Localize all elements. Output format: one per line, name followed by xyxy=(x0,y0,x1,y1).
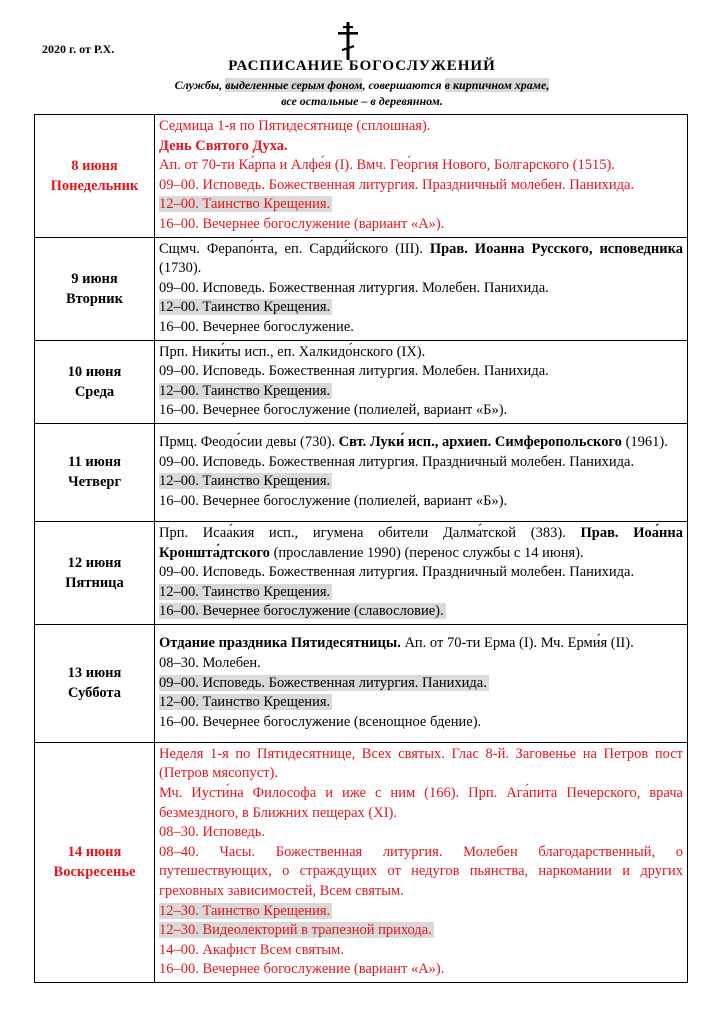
service-line: 16–00. Вечернее богослужение (полиелей, вариант «Б»). xyxy=(159,402,508,419)
day-cell: 12 июня Пятница xyxy=(35,521,155,624)
services-cell xyxy=(155,237,688,340)
subtitle-line-1: Службы, выделенные серым фоном, совершаются в кирпичном храме, xyxy=(174,78,550,92)
day-cell: 11 июня Четверг xyxy=(35,423,155,521)
table-row xyxy=(35,624,688,742)
services-cell xyxy=(155,340,688,423)
saints-line: Прп. Исаа́кия исп., игумена обители Далма́тской (383). Прав. Иоа́нна Кроншта́дтского (прославление 1990) (перенос службы с 14 июня). xyxy=(159,524,683,561)
service-line: 09–00. Исповедь. Божественная литургия. Праздничный молебен. Панихида. xyxy=(159,564,635,581)
service-line: 08–40. Часы. Божественная литургия. Молебен благодарственный, о путешествующих, о страждущих от недугов пьянства, наркомании и других греховных зависимостей, Всем святым. xyxy=(159,843,683,900)
page-title: РАСПИСАНИЕ БОГОСЛУЖЕНИЙ xyxy=(228,58,496,74)
service-line: 16–00. Вечернее богослужение (славословие). xyxy=(159,603,444,620)
saints-line: Прп. Ники́ты исп., еп. Халкидо́нского (IX). xyxy=(159,343,426,360)
day-cell: 8 июня Понедельник xyxy=(35,115,155,238)
year-label: 2020 г. от Р.Х. xyxy=(42,42,115,56)
service-line: 16–00. Вечернее богослужение (вариант «А»). xyxy=(159,961,445,978)
subtitle-line-2: все остальные – в деревянном. xyxy=(281,94,443,108)
service-line: 12–30. Видеолекторий в трапезной прихода. xyxy=(159,922,432,939)
service-line: 08–30. Молебен. xyxy=(159,654,261,671)
services-cell xyxy=(155,624,688,742)
orthodox-cross-icon xyxy=(336,22,360,60)
services-cell xyxy=(155,423,688,521)
service-line: 09–00. Исповедь. Божественная литургия. Праздничный молебен. Панихида. xyxy=(159,453,635,470)
table-row xyxy=(35,423,688,521)
service-line: 12–00. Таинство Крещения. xyxy=(159,583,331,600)
services-cell xyxy=(155,115,688,238)
table-row xyxy=(35,237,688,340)
service-line: 16–00. Вечернее богослужение (полиелей, вариант «Б»). xyxy=(159,493,508,509)
feast-line: Неделя 1-я по Пятидесятнице, Всех святых. Глас 8-й. Заговенье на Петров пост (Петров мясопуст). xyxy=(159,745,683,782)
saints-line: Мч. Иусти́на Философа и иже с ним (166). Прп. Ага́пита Печерского, врача безмездного, в Ближних пещерах (XI). xyxy=(159,785,683,821)
table-row xyxy=(35,340,688,423)
saints-line: Сщмч. Ферапо́нта, еп. Сарди́йского (III). Прав. Иоанна Русского, исповедника (1730). xyxy=(159,240,683,277)
service-line: 12–30. Таинство Крещения. xyxy=(159,902,331,919)
service-line: 09–00. Исповедь. Божественная литургия. Молебен. Панихида. xyxy=(159,279,549,296)
saints-line: Отдание праздника Пятидесятницы. Ап. от 70-ти Ерма (I). Мч. Ерми́я (II). xyxy=(159,635,634,652)
table-row xyxy=(35,115,688,238)
service-line: 16–00. Вечернее богослужение. xyxy=(159,318,354,335)
service-line: 12–00. Таинство Крещения. xyxy=(159,196,331,213)
day-cell: 13 июня Суббота xyxy=(35,624,155,742)
service-line: 12–00. Таинство Крещения. xyxy=(159,382,331,399)
services-cell xyxy=(155,742,688,982)
service-line: Седмица 1-я по Пятидесятнице (сплошная). xyxy=(159,118,431,134)
table-row xyxy=(35,742,688,982)
service-line: 12–00. Таинство Крещения. xyxy=(159,694,331,711)
service-line: 09–00. Исповедь. Божественная литургия. Молебен. Панихида. xyxy=(159,363,549,380)
service-line: 14–00. Акафист Всем святым. xyxy=(159,941,344,958)
saints-line: Ап. от 70-ти Ка́рпа и Алфе́я (I). Вмч. Гео́ргия Нового, Болгарского (1515). xyxy=(159,157,615,174)
schedule-table xyxy=(34,114,688,983)
service-line: 08–30. Исповедь. xyxy=(159,824,266,841)
day-cell: 10 июня Среда xyxy=(35,340,155,423)
saints-line: Прмц. Феодо́сии девы (730). Свт. Луки́ исп., архиеп. Симферопольского (1961). xyxy=(159,434,668,451)
service-line: 16–00. Вечернее богослужение (вариант «А»). xyxy=(159,215,445,232)
day-cell: 14 июня Воскресенье xyxy=(35,742,155,982)
service-line: 12–00. Таинство Крещения. xyxy=(159,473,331,490)
service-line: 09–00. Исповедь. Божественная литургия. Праздничный молебен. Панихида. xyxy=(159,176,635,193)
feast-line: День Святого Духа. xyxy=(159,137,288,154)
table-row xyxy=(35,521,688,624)
service-line: 16–00. Вечернее богослужение (всенощное бдение). xyxy=(159,713,482,730)
day-cell: 9 июня Вторник xyxy=(35,237,155,340)
service-line: 09–00. Исповедь. Божественная литургия. Панихида. xyxy=(159,674,487,691)
service-line: 12–00. Таинство Крещения. xyxy=(159,299,331,316)
services-cell xyxy=(155,521,688,624)
